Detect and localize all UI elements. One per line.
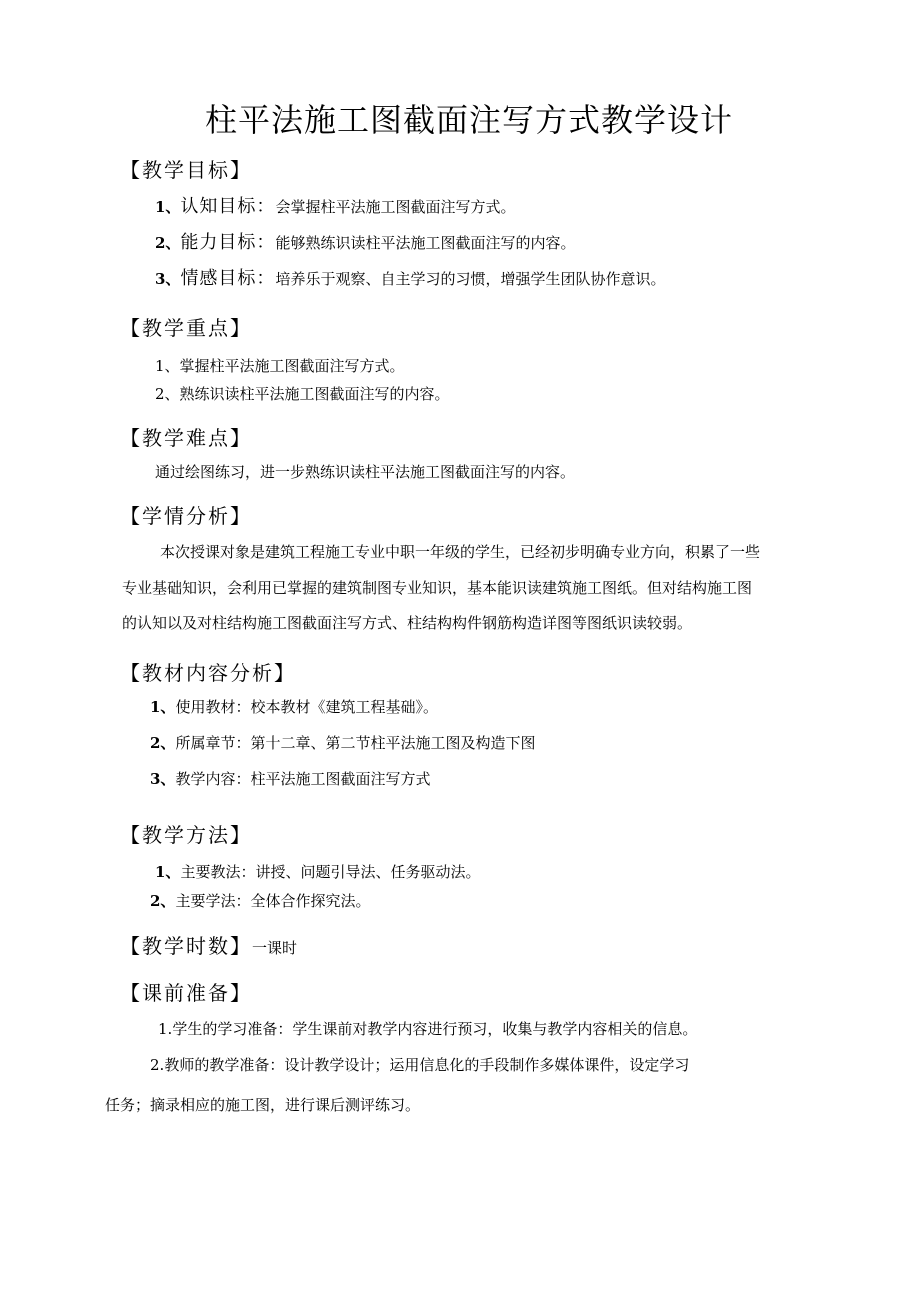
goal-number: 3、: [155, 270, 181, 288]
difficulty-text: 通过绘图练习，进一步熟练识读柱平法施工图截面注写的内容。: [155, 463, 576, 481]
goal-item: [155, 228, 575, 254]
goal-item: [155, 264, 665, 290]
preparation-number: 1: [158, 1020, 168, 1038]
goal-number: 1、: [155, 198, 181, 216]
goal-item: [155, 192, 515, 218]
goal-text: 能够熟练识读柱平法施工图截面注写的内容。: [275, 234, 576, 252]
section-heading-goals: 【教学目标】: [120, 158, 252, 182]
section-heading-key-points: 【教学重点】: [120, 316, 252, 340]
goal-label: 能力目标：: [180, 232, 276, 253]
preparation-number: 2: [150, 1056, 160, 1074]
section-heading-hours: 【教学时数】: [120, 934, 252, 958]
material-item: [150, 768, 430, 789]
method-number: 1、: [155, 863, 181, 881]
page-title: 柱平法施工图截面注写方式教学设计: [205, 101, 734, 139]
section-heading-difficulties: 【教学难点】: [120, 426, 252, 450]
material-text: 教学内容：柱平法施工图截面注写方式: [175, 770, 431, 788]
learner-analysis-line: 本次授课对象是建筑工程施工专业中职一年级的学生，已经初步明确专业方向，积累了一些: [160, 543, 761, 561]
section-heading-preparation: 【课前准备】: [120, 981, 252, 1005]
key-point-item: 1、掌握柱平法施工图截面注写方式。: [155, 357, 405, 375]
preparation-item: [158, 1018, 697, 1039]
hours-value: 一课时: [252, 939, 298, 957]
preparation-text: .教师的教学准备：设计教学设计；运用信息化的手段制作多媒体课件，设定学习: [159, 1056, 690, 1074]
goal-text: 培养乐于观察、自主学习的习惯，增强学生团队协作意识。: [275, 270, 666, 288]
material-number: 1、: [150, 698, 176, 716]
learner-analysis-line: 的认知以及对柱结构施工图截面注写方式、柱结构构件钢筋构造详图等图纸识读较弱。: [122, 614, 693, 632]
learner-analysis-line: 专业基础知识，会利用已掌握的建筑制图专业知识，基本能识读建筑施工图纸。但对结构施工图: [122, 579, 753, 597]
section-heading-methods: 【教学方法】: [120, 823, 252, 847]
method-item: [155, 861, 480, 882]
hours-line: [120, 930, 297, 959]
preparation-text: .学生的学习准备：学生课前对教学内容进行预习，收集与教学内容相关的信息。: [167, 1020, 698, 1038]
material-text: 所属章节：第十二章、第二节柱平法施工图及构造下图: [175, 734, 536, 752]
material-number: 2、: [150, 734, 176, 752]
material-item: [150, 732, 535, 753]
preparation-continuation: 任务；摘录相应的施工图，进行课后测评练习。: [105, 1096, 421, 1114]
section-heading-materials: 【教材内容分析】: [120, 661, 296, 685]
goal-label: 认知目标：: [180, 196, 276, 217]
material-number: 3、: [150, 770, 176, 788]
goal-text: 会掌握柱平法施工图截面注写方式。: [275, 198, 516, 216]
preparation-item: [150, 1054, 689, 1075]
method-text: 主要学法：全体合作探究法。: [175, 892, 371, 910]
method-number: 2、: [150, 892, 176, 910]
goal-label: 情感目标：: [180, 268, 276, 289]
material-text: 使用教材：校本教材《建筑工程基础》。: [175, 698, 438, 716]
method-item: [150, 890, 370, 911]
goal-number: 2、: [155, 234, 181, 252]
section-heading-learner-analysis: 【学情分析】: [120, 504, 252, 528]
material-item: [150, 696, 438, 717]
key-point-item: 2、熟练识读柱平法施工图截面注写的内容。: [155, 385, 450, 403]
method-text: 主要教法：讲授、问题引导法、任务驱动法。: [180, 863, 481, 881]
